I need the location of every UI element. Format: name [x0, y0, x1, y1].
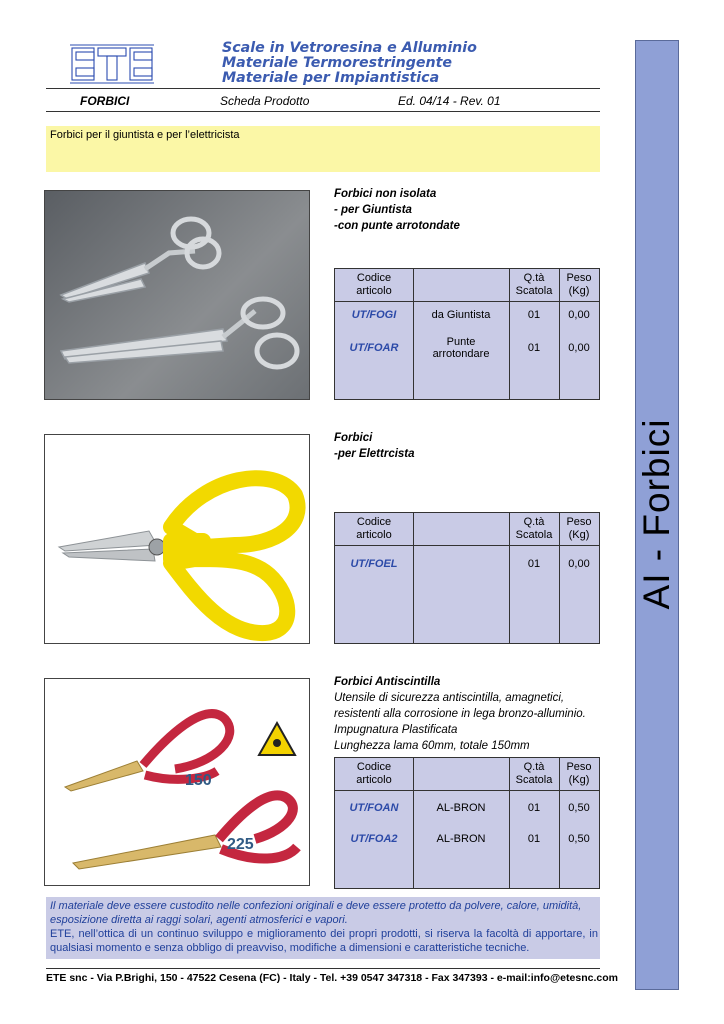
code-cell: UT/FOAN — [349, 802, 399, 814]
steel-scissors-illustration — [45, 191, 310, 400]
header-peso: Peso (Kg) — [566, 272, 592, 297]
product-photo-antiscintilla — [44, 678, 310, 886]
product-3-desc-line-2: resistenti alla corrosione in lega bronzo-alluminio. — [334, 708, 586, 720]
code-cell: UT/FOGI — [351, 309, 397, 321]
disclaimer-note: ETE, nell’ottica di un continuo sviluppo e miglioramento dei propri prodotti, si riserva la facoltà di apportare, in qualsiasi momento e senza obbligo di preavviso, modifiche a dimensioni e caratteristiche tecniche. — [50, 928, 598, 954]
weight-cell: 0,50 — [568, 833, 590, 845]
product-3-title: Forbici Antiscintilla — [334, 676, 441, 688]
product-1-table — [334, 268, 600, 400]
desc-cell: AL-BRON — [436, 802, 486, 814]
footer-rule — [46, 968, 600, 969]
header-line-3: Materiale per Impiantistica — [222, 70, 440, 86]
storage-note: Il materiale deve essere custodito nelle confezioni originali e deve essere protetto da polvere, calore, umidità, esposizione diretta ai raggi solari, agenti atmosferici e vapori. — [50, 900, 582, 926]
product-1-title-line-2: - per Giuntista — [334, 204, 412, 216]
qty-cell: 01 — [527, 342, 541, 354]
desc-cell: AL-BRON — [436, 833, 486, 845]
code-cell: UT/FOAR — [349, 342, 399, 354]
desc-cell: da Giuntista — [431, 309, 491, 321]
product-3-desc-line-3: Impugnatura Plastificata — [334, 724, 458, 736]
header-qta: Q.tà Scatola — [515, 761, 553, 786]
code-cell: UT/FOEL — [350, 558, 398, 570]
meta-rule — [46, 111, 600, 112]
weight-cell: 0,00 — [568, 309, 590, 321]
section-label: FORBICI — [80, 94, 130, 108]
product-2-title-line-1: Forbici — [334, 432, 373, 444]
qty-cell: 01 — [527, 802, 541, 814]
header-line-2: Materiale Termorestringente — [222, 55, 453, 71]
doc-type: Scheda Prodotto — [220, 94, 310, 108]
header-rule — [46, 88, 600, 89]
product-2-table — [334, 512, 600, 644]
side-title: AI - Forbici — [636, 418, 677, 610]
qty-cell: 01 — [527, 558, 541, 570]
header-codice: Codice articolo — [356, 761, 392, 786]
header-qta: Q.tà Scatola — [515, 516, 553, 541]
yellow-scissors-illustration — [45, 435, 310, 644]
header-codice: Codice articolo — [356, 516, 392, 541]
product-photo-giuntista — [44, 190, 310, 400]
red-scissors-illustration — [45, 679, 310, 886]
header-codice: Codice articolo — [356, 272, 392, 297]
explosion-warning-icon — [259, 723, 295, 755]
qty-cell: 01 — [527, 309, 541, 321]
code-cell: UT/FOA2 — [350, 833, 398, 845]
product-2-title-line-2: -per Elettrcista — [334, 448, 415, 460]
product-photo-elettricista — [44, 434, 310, 644]
product-3-desc-line-1: Utensile di sicurezza antiscintilla, amagnetici, — [334, 692, 565, 704]
size-label-150: 150 — [185, 772, 212, 789]
product-1-title-line-3: -con punte arrotondate — [334, 220, 460, 232]
header-peso: Peso (Kg) — [566, 761, 592, 786]
header-line-1: Scale in Vetroresina e Alluminio — [222, 40, 477, 56]
ete-logo — [68, 42, 156, 86]
weight-cell: 0,00 — [568, 342, 590, 354]
footer-address: ETE snc - Via P.Brighi, 150 - 47522 Cesena (FC) - Italy - Tel. +39 0547 347318 - Fax 347393 - e-mail:info@etesnc.com — [46, 972, 618, 984]
header-peso: Peso (Kg) — [566, 516, 592, 541]
weight-cell: 0,50 — [568, 802, 590, 814]
intro-text: Forbici per il giuntista e per l’elettricista — [50, 129, 240, 141]
desc-cell: Punte arrotondare — [432, 336, 490, 360]
weight-cell: 0,00 — [568, 558, 590, 570]
product-3-table — [334, 757, 600, 889]
header-qta: Q.tà Scatola — [515, 272, 553, 297]
qty-cell: 01 — [527, 833, 541, 845]
product-1-title-line-1: Forbici non isolata — [334, 188, 437, 200]
product-3-desc-line-4: Lunghezza lama 60mm, totale 150mm — [334, 740, 530, 752]
edition: Ed. 04/14 - Rev. 01 — [398, 94, 501, 108]
size-label-225: 225 — [227, 836, 254, 853]
